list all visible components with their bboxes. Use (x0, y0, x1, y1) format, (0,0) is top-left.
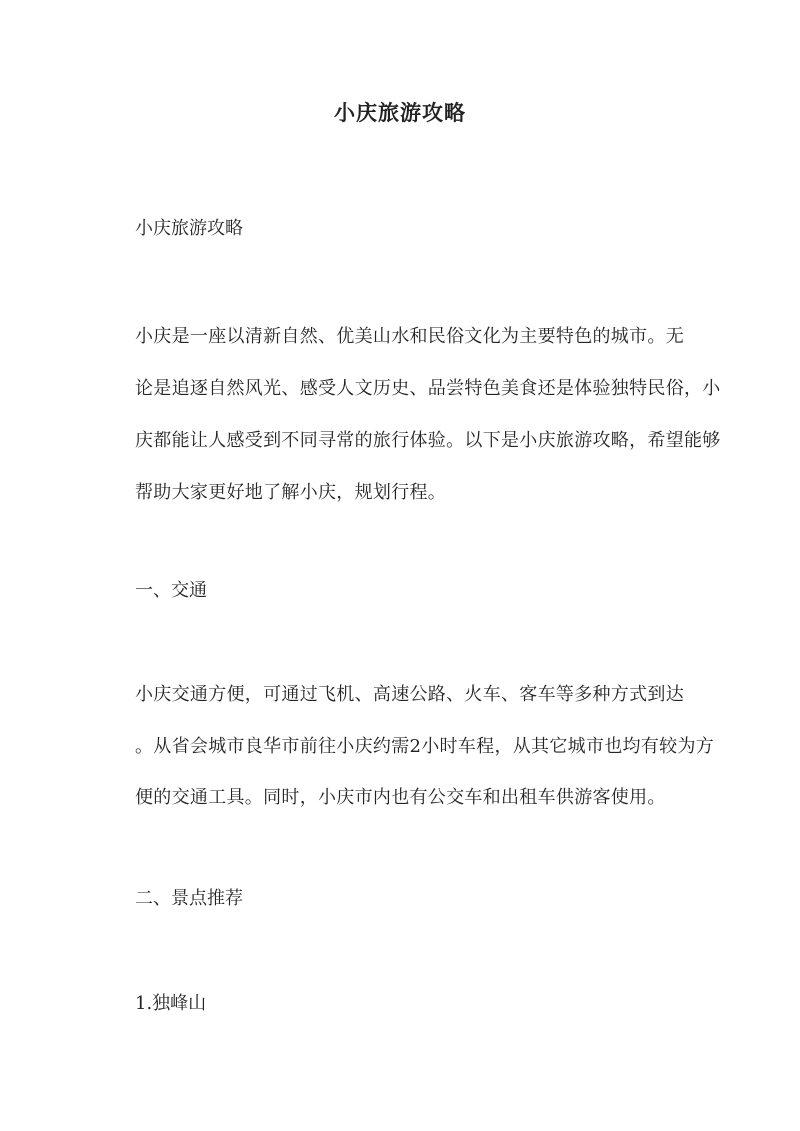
section-heading-attractions: 二、景点推荐 (135, 888, 243, 909)
document-title: 小庆旅游攻略 (334, 100, 466, 125)
transport-paragraph-line-1: 小庆交通方便，可通过飞机、高速公路、火车、客车等多种方式到达 (135, 684, 684, 705)
section-heading-transport: 一、交通 (135, 580, 207, 601)
intro-paragraph-line-4: 帮助大家更好地了解小庆，规划行程。 (135, 482, 447, 503)
transport-paragraph-line-2: 。从省会城市良华市前往小庆约需2小时车程，从其它城市也均有较为方 (135, 736, 715, 757)
document-subtitle: 小庆旅游攻略 (135, 218, 243, 239)
intro-paragraph-line-2: 论是追逐自然风光、感受人文历史、品尝特色美食还是体验独特民俗，小 (135, 378, 721, 399)
attraction-item-1: 1.独峰山 (135, 993, 207, 1014)
transport-paragraph-line-3: 便的交通工具。同时，小庆市内也有公交车和出租车供游客使用。 (135, 787, 666, 808)
intro-paragraph-line-3: 庆都能让人感受到不同寻常的旅行体验。以下是小庆旅游攻略，希望能够 (135, 430, 721, 451)
intro-paragraph-line-1: 小庆是一座以清新自然、优美山水和民俗文化为主要特色的城市。无 (135, 326, 684, 347)
